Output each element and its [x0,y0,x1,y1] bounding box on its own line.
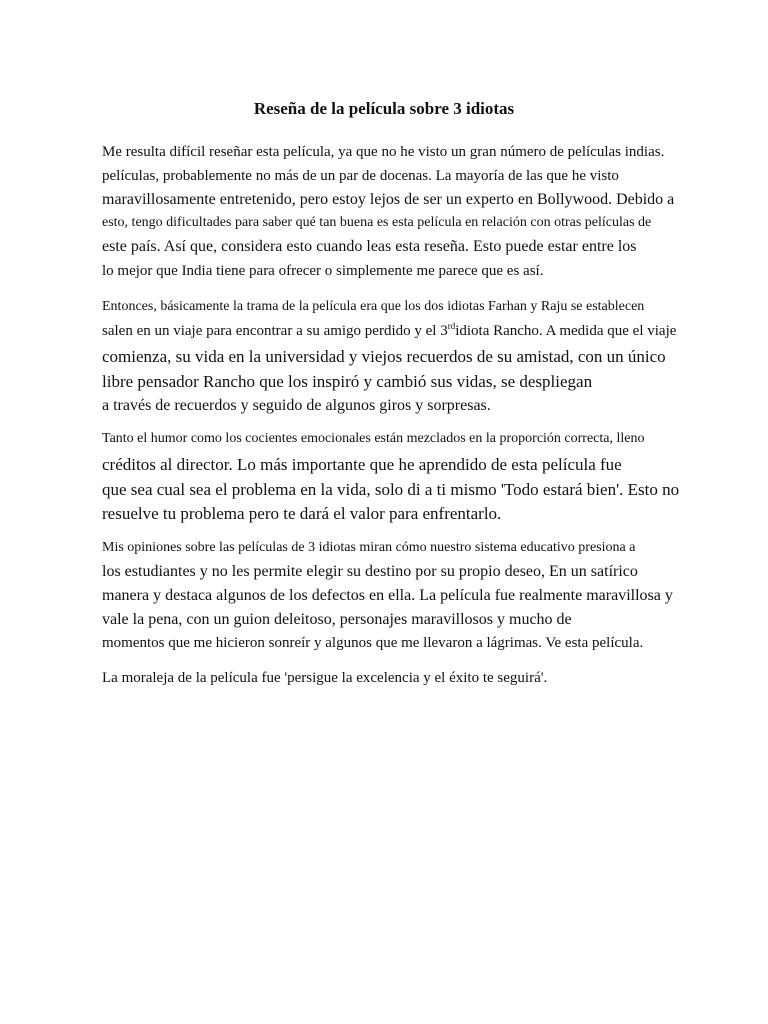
ordinal-suffix: rd [447,321,456,331]
paragraph-4-line-1: Mis opiniones sobre las películas de 3 idiotas miran cómo nuestro sistema educativo presiona a [102,540,636,555]
paragraph-2-line-4: libre pensador Rancho que los inspiró y cambió sus vidas, se despliegan [102,372,593,391]
paragraph-5-line-1: La moraleja de la película fue 'persigue la excelencia y el éxito te seguirá'. [102,670,548,686]
paragraph-3-line-1: Tanto el humor como los cocientes emocionales están mezclados en la proporción correcta, lleno [102,431,645,446]
paragraph-4-line-5: momentos que me hicieron sonreír y algunos que me llevaron a lágrimas. Ve esta película. [102,635,644,651]
paragraph-4-line-2: los estudiantes y no les permite elegir su destino por su propio deseo, En un satírico [102,563,638,580]
paragraph-2-line-2-end: idiota Rancho. A medida que el viaje [455,323,677,339]
paragraph-2-line-5: a través de recuerdos y seguido de algunos giros y sorpresas. [102,397,491,414]
paragraph-4-line-3: manera y destaca algunos de los defectos en ella. La película fue realmente maravillosa y [102,587,673,604]
paragraph-1-line-4: esto, tengo dificultades para saber qué tan buena es esta película en relación con otras películas de [102,215,652,230]
paragraph-1-line-1: Me resulta difícil reseñar esta película, ya que no he visto un gran número de películas indias. [102,144,665,160]
paragraph-5 [102,670,742,694]
paragraph-2-line-3: comienza, su vida en la universidad y viejos recuerdos de su amistad, con un único [102,347,666,366]
paragraph-2-line-2-start: salen en un viaje para encontrar a su amigo perdido y el 3 [102,323,448,339]
paragraph-3 [102,431,742,531]
paragraph-1-line-6: lo mejor que India tiene para ofrecer o simplemente me parece que es así. [102,263,544,279]
paragraph-2 [102,299,742,419]
paragraph-1-line-5: este país. Así que, considera esto cuando leas esta reseña. Esto puede estar entre los [102,238,637,255]
paragraph-2-line-2 [102,323,676,340]
paragraph-3-line-3: que sea cual sea el problema en la vida, solo di a ti mismo 'Todo estará bien'. Esto no [102,480,680,499]
paragraph-3-line-4: resuelve tu problema pero te dará el valor para enfrentarlo. [102,504,502,523]
paragraph-4-line-4: vale la pena, con un guion deleitoso, personajes maravillosos y mucho de [102,611,572,628]
paragraph-1 [102,144,742,284]
paragraph-2-line-1: Entonces, básicamente la trama de la película era que los dos idiotas Farhan y Raju se establecen [102,299,645,314]
document-title: Reseña de la película sobre 3 idiotas [253,99,515,118]
paragraph-3-line-2: créditos al director. Lo más importante que he aprendido de esta película fue [102,455,622,474]
paragraph-1-line-2: películas, probablemente no más de un par de docenas. La mayoría de las que he visto [102,168,619,184]
paragraph-4 [102,540,742,660]
paragraph-1-line-3: maravillosamente entretenido, pero estoy lejos de ser un experto en Bollywood. Debido a [102,191,675,208]
